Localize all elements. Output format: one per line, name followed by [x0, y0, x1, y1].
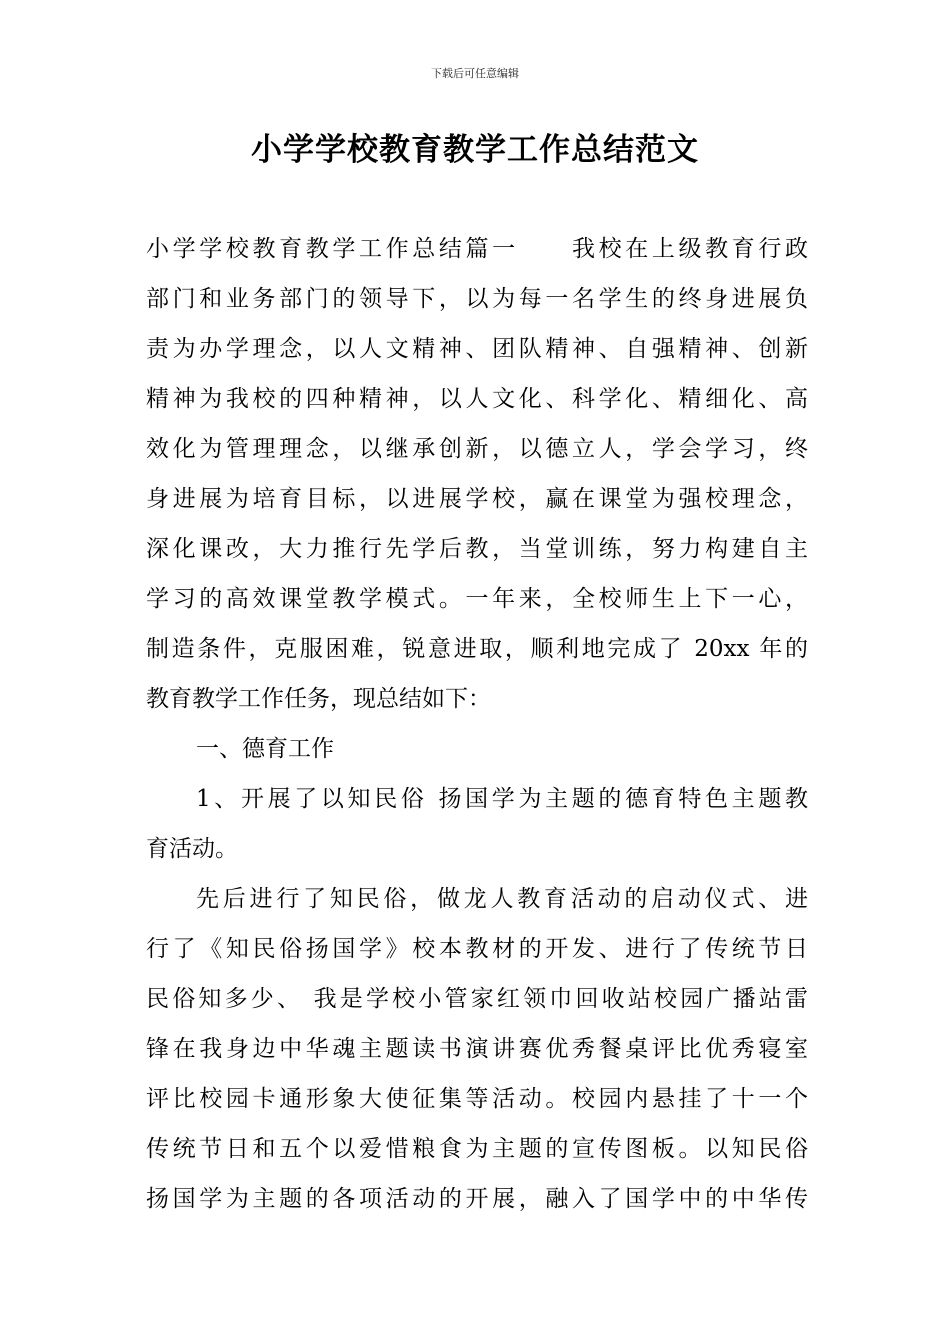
body-line: 责为办学理念，以人文精神、团队精神、自强精神、创新 — [146, 336, 808, 362]
body-line: 行了《知民俗扬国学》校本教材的开发、进行了传统节日 — [146, 936, 808, 962]
body-line: 扬国学为主题的各项活动的开展，融入了国学中的中华传 — [146, 1186, 808, 1212]
header-note: 下载后可任意编辑 — [431, 67, 519, 80]
body-line: 育活动。 — [146, 836, 238, 862]
body-line: 深化课改，大力推行先学后教，当堂训练，努力构建自主 — [146, 536, 808, 562]
body-line: 先后进行了知民俗，做龙人教育活动的启动仪式、进 — [196, 886, 808, 912]
body-line: 制造条件，克服困难，锐意进取，顺利地完成了 20xx 年的 — [146, 636, 808, 662]
document-title: 小学学校教育教学工作总结范文 — [251, 132, 699, 168]
body-line: 传统节日和五个以爱惜粮食为主题的宣传图板。以知民俗 — [146, 1136, 808, 1162]
document-body — [146, 224, 808, 1224]
body-line: 教育教学工作任务，现总结如下： — [146, 686, 491, 712]
body-line: 部门和业务部门的领导下，以为每一名学生的终身进展负 — [146, 286, 808, 312]
body-line: 民俗知多少、 我是学校小管家红领巾回收站校园广播站雷 — [146, 986, 808, 1012]
body-line: 精神为我校的四种精神，以人文化、科学化、精细化、高 — [146, 386, 808, 412]
section-heading: 一、德育工作 — [196, 736, 334, 762]
body-line: 小学学校教育教学工作总结篇一 我校在上级教育行政 — [146, 236, 808, 262]
body-line: 评比校园卡通形象大使征集等活动。校园内悬挂了十一个 — [146, 1086, 808, 1112]
body-line: 1、开展了以知民俗 扬国学为主题的德育特色主题教 — [196, 786, 808, 812]
body-line: 身进展为培育目标，以进展学校，赢在课堂为强校理念， — [146, 486, 808, 512]
body-line: 效化为管理理念，以继承创新，以德立人，学会学习，终 — [146, 436, 808, 462]
body-line: 学习的高效课堂教学模式。一年来，全校师生上下一心， — [146, 586, 808, 612]
body-line: 锋在我身边中华魂主题读书演讲赛优秀餐桌评比优秀寝室 — [146, 1036, 808, 1062]
